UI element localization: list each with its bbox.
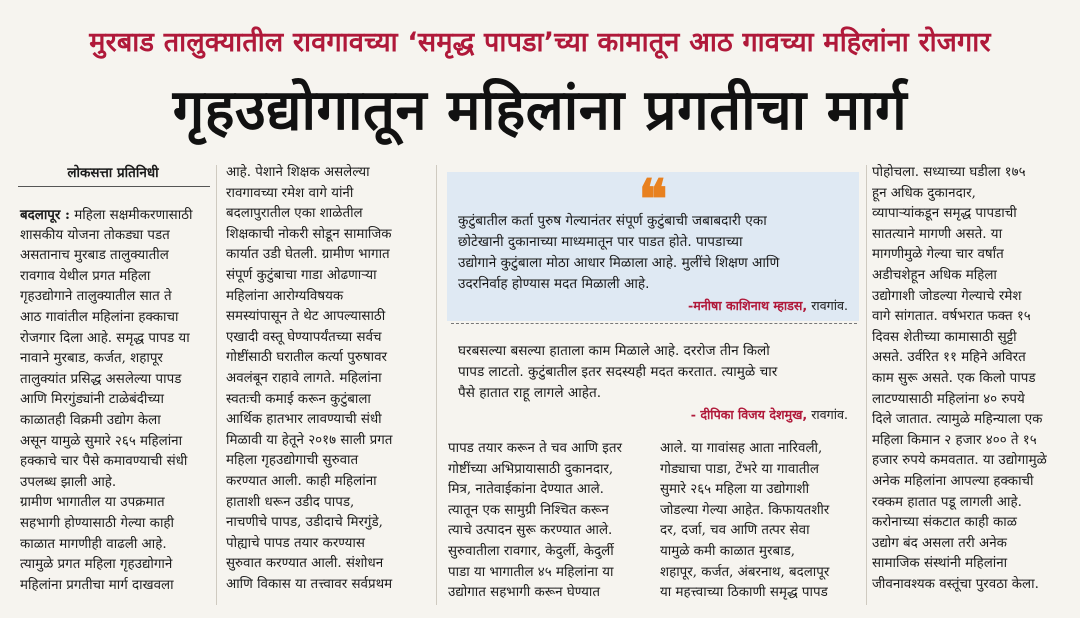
text-line: जोडल्या गेल्या आहेत. किफायतशीर [660,502,830,518]
article-column-2 [226,163,392,595]
quote-line: पैसे हातात राहू लागले आहेत. [458,385,602,401]
text-line: रक्कम हातात पडू लागली आहे. [872,494,1022,510]
text-line: हक्काचे चार पैसे कमावण्याची संधी [20,454,188,470]
main-headline: गृहउद्योगातून महिलांना प्रगतीचा मार्ग [172,78,908,143]
text-line: आणि विकास या तत्त्वावर सर्वप्रथम [226,576,393,592]
text-line: असतानाच मुरबाड तालुक्यातील [20,248,169,264]
text-line: असते. उर्वरित ११ महिने अविरत [872,350,1026,366]
text-line: पापड तयार करून ते चव आणि इतर [448,441,622,456]
quote-divider [451,323,857,324]
byline-rule [18,186,210,187]
quote-mark-icon: ❝ [638,167,668,231]
quote-1-place: रावगांव. [807,298,848,313]
text-line: पोहोचला. सध्याच्या घडीला १७५ [872,165,1026,180]
text-line: महिलांना आरोग्यविषयक [226,288,344,304]
quote-line: कुटुंबातील कर्ता पुरुष गेल्यानंतर संपूर्ण कुटुंबाची जबाबदारी एका [458,213,767,229]
text-line: लाटण्यासाठी महिलांना ४० रुपये [872,391,1025,407]
text-line: तालुक्यांत प्रसिद्ध असलेल्या पापड [20,371,182,387]
pull-quote-2 [458,341,777,404]
column-divider [216,165,217,605]
text-line: संपूर्ण कुटुंबाचा गाडा ओढणाऱ्या [226,267,377,283]
pull-quote-1 [458,211,779,295]
article-column-3 [448,439,622,604]
text-line: उपलब्ध झाली आहे. [20,474,117,490]
text-line: महिलांना प्रगतीचा मार्ग दाखवला [20,577,174,593]
text-line: हाताशी धरून उडीद पापड, [226,494,355,510]
text-line: बदलापुरातील एका शाळेतील [226,206,363,222]
text-line: जीवनावश्यक वस्तूंचा पुरवठा केला. [872,576,1039,592]
text-line: आर्थिक हातभार लावण्याची संधी [226,412,382,428]
column-divider [866,165,867,605]
text-line: शहापूर, कर्जत, अंबरनाथ, बदलापूर [660,564,830,580]
quote-line: पापड लाटतो. कुटुंबातील इतर सदस्यही मदत करतात. त्यामुळे चार [458,364,778,380]
text-line: दिवस शेतीच्या कामासाठी सुट्टी [872,329,1017,345]
first-line [20,205,192,226]
quote-line: उद्योगाने कुटुंबाला मोठा आधार मिळाला आहे. मुलींचे शिक्षण आणि [458,255,780,271]
text-line: एखादी वस्तू घेण्यापर्यंतच्या सर्वच [226,329,382,345]
text-line: रोजगार दिला आहे. समृद्ध पापड या [20,330,190,346]
text-line: गोष्टींच्या अभिप्रायासाठी दुकानदार, [448,461,614,477]
text-line: शासकीय योजना तोकड्या पडत [20,227,170,243]
quote-line: घरबसल्या बसल्या हाताला काम मिळाले आहे. दररोज तीन किलो [458,343,770,359]
text-line: ग्रामीण भागातील या उपक्रमात [20,495,165,511]
text-line: मागणीमुळे गेल्या चार वर्षांत [872,247,1004,263]
text-line: त्यातून एक सामुग्री निश्चित करून [448,502,609,518]
article-column-4 [660,439,829,604]
text-line: दर, दर्जा, चव आणि तत्पर सेवा [660,523,810,539]
column-divider [436,165,437,605]
text-line: गृहउद्योगाने तालुक्यातील सात ते [20,289,172,305]
text-line: करोनाच्या संकटात काही काळ [872,515,1017,531]
quote-1-attribution [688,297,848,314]
quote-2-attribution [691,406,848,423]
text-line: आणि मिरगुंड्यांनी टाळेबंदीच्या [20,392,164,408]
text-line: व्यापाऱ्यांकडून समृद्ध पापडाची [872,206,1017,222]
text-line: काळात मागणीही वाढली आहे. [20,536,167,552]
text-line: काम सुरू असते. एक किलो पापड [872,370,1036,386]
text-line: उद्योग बंद असला तरी अनेक [872,535,1007,551]
text-line: त्याचे उत्पादन सुरू करण्यात आले. [448,523,613,539]
article-column-1 [20,205,192,596]
text-line: गोष्टींसाठी घरातील कर्त्या पुरुषावर [226,350,388,366]
text-line: स्वतःची कमाई करून कुटुंबाला [226,391,371,407]
text-line: गोड्याचा पाडा, टेंभरे या गावातील [660,461,819,477]
text-line: सुरुवातीला रावगार, केदुर्ली, केदुर्ली [448,543,614,559]
quote-1-author: -मनीषा काशिनाथ म्हाडस, [688,298,808,313]
text-line: रावगाव येथील प्रगत महिला [20,268,151,284]
text-line: शिक्षकाची नोकरी सोडून सामाजिक [226,226,392,242]
text-line: आठ गावांतील महिलांना हक्काचा [20,309,179,325]
text-line: आहे. पेशाने शिक्षक असलेल्या [226,165,370,180]
text-line: या महत्त्वाच्या ठिकाणी समृद्ध पापड [660,585,828,601]
text-line: सातत्याने मागणी असते. या [872,226,1003,242]
text-line: सुरुवात करण्यात आली. संशोधन [226,556,384,572]
text-line: हून अधिक दुकानदार, [872,185,976,201]
byline: लोकसत्ता प्रतिनिधी [67,165,159,181]
quote-2-place: रावगांव. [807,407,848,422]
text-line: नावाने मुरबाड, कर्जत, शहापूर [20,351,163,367]
text-line: काळातही विक्रमी उद्योग केला [20,412,161,428]
text-line: वागे सांगतात. वर्षभरात फक्त १५ [872,309,1031,325]
quote-line: उदरनिर्वाह होण्यास मदत मिळाली आहे. [458,276,650,292]
text-line: आले. या गावांसह आता नारिवली, [660,441,823,456]
text-line: पोह्याचे पापड तयार करण्यास [226,535,365,551]
text-line: अनेक महिलांना आपल्या हक्काची [872,473,1034,489]
text-line: मित्र, नातेवाईकांना देण्यात आले. [448,482,604,498]
text-line: अडीचशेहून अधिक महिला [872,267,997,283]
text-line: असून यामुळे सुमारे २६५ महिलांना [20,433,183,449]
text-line: महिला किमान २ हजार ४०० ते १५ [872,432,1037,448]
quote-line: छोटेखानी दुकानाच्या माध्यमातून पार पाडत होते. पापडाच्या [458,234,743,250]
text-line: अवलंबून राहावे लागते. महिलांना [226,370,382,386]
quote-2-author: - दीपिका विजय देशमुख, [690,407,808,422]
text-line: हजार रुपये कमवतात. या उद्योगामुळे [872,453,1047,469]
text-line: पाडा या भागातील ४५ महिलांना या [448,564,614,580]
kicker-headline: मुरबाड तालुक्यातील रावगावच्या ‘समृद्ध पापडा’च्या कामातून आठ गावच्या महिलांना रोजगार [89,27,991,58]
text-line: कार्यात उडी घेतली. ग्रामीण भागात [226,247,390,263]
article-column-5 [872,163,1047,595]
text-line: सहभागी होण्यासाठी गेल्या काही [20,515,174,531]
text-line: यामुळे कमी काळात मुरबाड, [660,543,795,559]
text-line: नाचणीचे पापड, उडीदाचे मिरगुंडे, [226,515,383,531]
text-line: मिळावी या हेतूने २०१७ साली प्रगत [226,432,393,448]
text-line: उद्योगात सहभागी करून घेण्यात [448,585,600,601]
text-line: महिला गृहउद्योगाची सुरुवात [226,453,359,469]
text-line: समस्यांपासून ते थेट आपल्यासाठी [226,309,386,325]
text-line: रावगावच्या रमेश वागे यांनी [226,185,354,201]
text-line: सुमारे २६५ महिला या उद्योगाशी [660,482,810,498]
text-line: त्यामुळे प्रगत महिला गृहउद्योगाने [20,557,173,573]
text-line: उद्योगाशी जोडल्या गेल्याचे रमेश [872,288,1022,304]
dateline: बदलापूर : [20,207,70,223]
first-line-text: महिला सक्षमीकरणासाठी [70,208,193,223]
text-line: दिले जातात. त्यामुळे महिन्याला एक [872,412,1043,428]
text-line: करण्यात आली. काही महिलांना [226,473,377,489]
text-line: सामाजिक संस्थांनी महिलांना [872,556,1008,572]
